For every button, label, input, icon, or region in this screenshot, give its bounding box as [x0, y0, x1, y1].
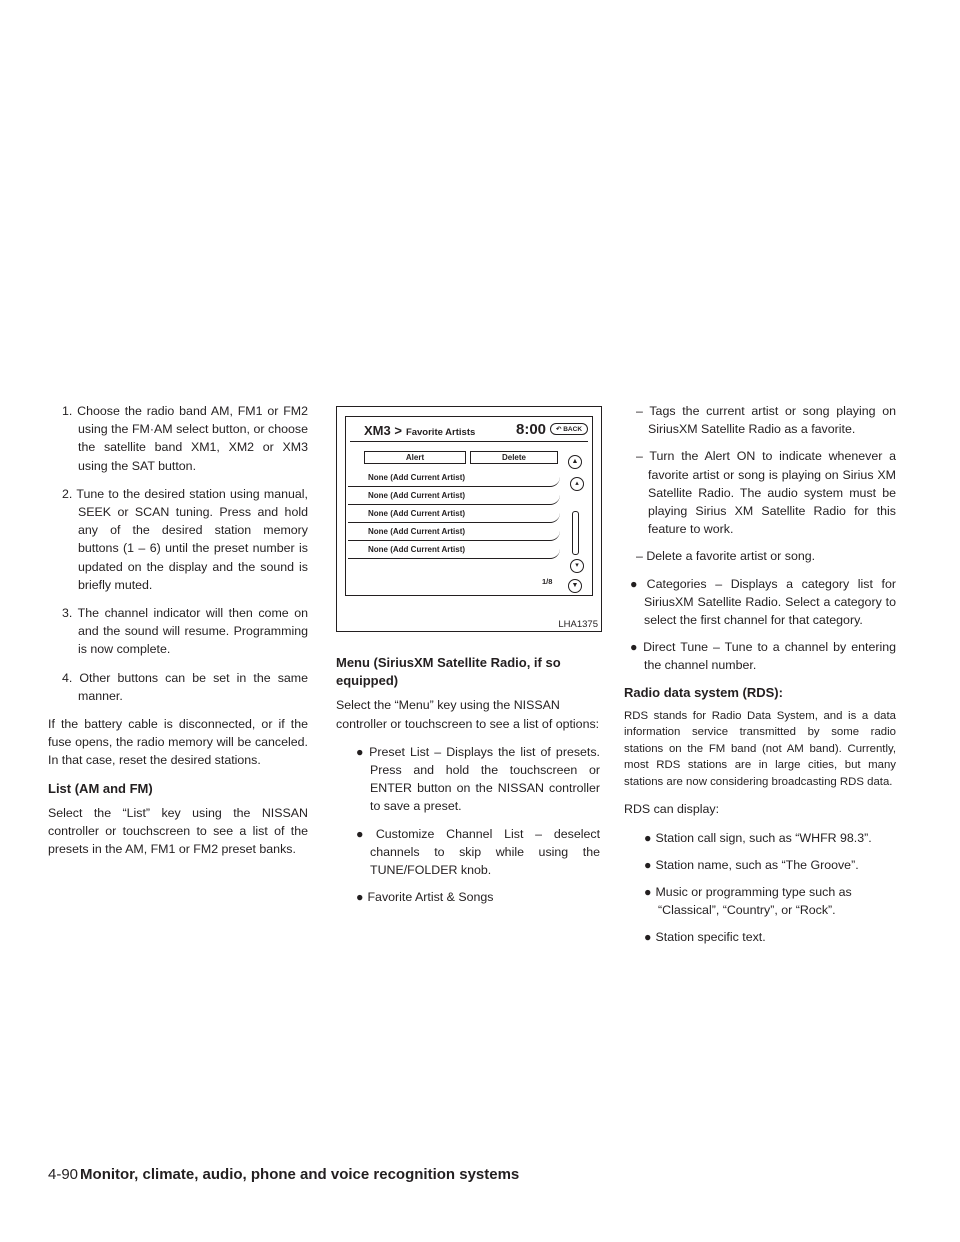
column-middle: [336, 650, 600, 915]
page-indicator: 1/8: [542, 577, 553, 586]
column-left: [48, 402, 308, 868]
figure-code: LHA1375: [558, 619, 598, 630]
back-button[interactable]: ↶ BACK: [550, 423, 588, 435]
step-2: 2. Tune to the desired station using manual, SEEK or SCAN tuning. Press and hold any of the desired station memory buttons (1 – 6) until the preset number is updated on the display and the sound is briefly muted.: [62, 486, 308, 592]
bullet-text: Preset List – Displays the list of presets. Press and hold the touchscreen or ENTER button on the NISSAN controller to save a preset.: [369, 744, 600, 814]
favorite-artists-figure: [336, 406, 602, 632]
list-paragraph: Select the “List” key using the NISSAN controller or touchscreen to see a list of the presets in the AM, FM1 or FM2 preset banks.: [48, 805, 308, 857]
column-right: [624, 402, 896, 956]
band-label: XM3 >: [364, 423, 402, 438]
radio-screen: [345, 416, 593, 596]
bullet-icon: ●: [630, 576, 643, 591]
bullet-text: Customize Channel List – deselect channels to skip while using the TUNE/FOLDER knob.: [370, 826, 601, 878]
bullet-icon: ●: [356, 826, 372, 841]
alert-button[interactable]: Alert: [364, 451, 466, 464]
list-item[interactable]: None (Add Current Artist): [348, 523, 560, 541]
screen-subtitle: Favorite Artists: [405, 427, 476, 438]
bullet-icon: ●: [644, 830, 652, 845]
rds-bullet: [624, 856, 896, 874]
bullet-text: Direct Tune – Tune to a channel by entering the channel number.: [643, 640, 896, 673]
bullet-icon: ●: [644, 857, 652, 872]
bullet-icon: ●: [630, 640, 640, 655]
bullet-preset-list: [336, 743, 600, 816]
list-item[interactable]: None (Add Current Artist): [348, 505, 560, 523]
rds-paragraph: RDS stands for Radio Data System, and is a data information service transmitted by some radio stations on the FM band (not AM band). Currently, most RDS stations are in large cities, but many stations are now considering broadcasting RDS data.: [624, 709, 896, 788]
page-number: 4-90: [48, 1166, 79, 1183]
list-item[interactable]: None (Add Current Artist): [348, 541, 560, 559]
menu-intro: Select the “Menu” key using the NISSAN controller or touchscreen to see a list of options:: [336, 698, 600, 731]
bullet-icon: ●: [356, 890, 364, 905]
bullet-text: Station specific text.: [655, 930, 766, 945]
rds-bullet: [624, 883, 896, 919]
scroll-down-icon[interactable]: ▾: [570, 559, 584, 573]
scroll-up-icon[interactable]: ▴: [570, 477, 584, 491]
screen-title: [364, 423, 475, 438]
bullet-icon: ●: [644, 884, 652, 899]
rds-bullet: [624, 829, 896, 847]
bullet-customize: [336, 825, 600, 880]
rds-bullet: [624, 928, 896, 946]
page-footer: [48, 1166, 519, 1183]
bullet-text: Station call sign, such as “WHFR 98.3”.: [655, 830, 872, 845]
battery-paragraph: If the battery cable is disconnected, or if the fuse opens, the radio memory will be canceled. In that case, reset the desired stations.: [48, 717, 308, 768]
bullet-text: Music or programming type such as “Classical”, “Country”, or “Rock”.: [655, 884, 852, 918]
rds-can-display: RDS can display:: [624, 802, 720, 817]
bullet-icon: ●: [644, 930, 652, 945]
list-heading: List (AM and FM): [48, 780, 153, 796]
delete-button[interactable]: Delete: [470, 451, 558, 464]
screen-divider: [350, 441, 588, 442]
step-1: 1. Choose the radio band AM, FM1 or FM2 using the FM·AM select button, or choose the satellite band XM1, XM2 or XM3 using the SAT button.: [62, 404, 308, 473]
dash-item: – Turn the Alert ON to indicate whenever a favorite artist or song is playing on Sirius XM Satellite Radio. The audio system must be playing Sirius XM Satellite Radio for this feature to work.: [636, 449, 896, 537]
clock: 8:00: [516, 421, 547, 438]
list-item[interactable]: None (Add Current Artist): [348, 487, 560, 505]
bullet-icon: ●: [356, 744, 366, 759]
bullet-text: Station name, such as “The Groove”.: [655, 857, 859, 872]
bullet-direct-tune: [624, 638, 896, 674]
scroll-bottom-icon[interactable]: ▼: [568, 579, 582, 593]
bullet-text: Categories – Displays a category list for SiriusXM Satellite Radio. Select a category to select the first channel for that category.: [644, 576, 896, 628]
list-item[interactable]: None (Add Current Artist): [348, 469, 560, 487]
step-3: 3. The channel indicator will then come on and the sound will resume. Programming is now complete.: [62, 606, 308, 657]
step-4: 4. Other buttons can be set in the same manner.: [62, 670, 308, 703]
menu-heading: Menu (SiriusXM Satellite Radio, if so equipped): [336, 655, 561, 689]
scrollbar[interactable]: [572, 511, 579, 555]
bullet-text: Favorite Artist & Songs: [367, 890, 494, 905]
back-label: BACK: [563, 426, 583, 433]
bullet-favorites: [336, 888, 600, 906]
dash-item: – Delete a favorite artist or song.: [636, 549, 816, 564]
scroll-top-icon[interactable]: ▲: [568, 455, 582, 469]
section-title: Monitor, climate, audio, phone and voice recognition systems: [80, 1166, 520, 1183]
dash-item: – Tags the current artist or song playing on SiriusXM Satellite Radio as a favorite.: [636, 404, 896, 437]
rds-heading: Radio data system (RDS):: [624, 684, 783, 700]
favorite-list: [348, 449, 560, 559]
scroll-controls: [568, 455, 586, 589]
bullet-categories: [624, 575, 896, 630]
button-row: [348, 449, 560, 469]
